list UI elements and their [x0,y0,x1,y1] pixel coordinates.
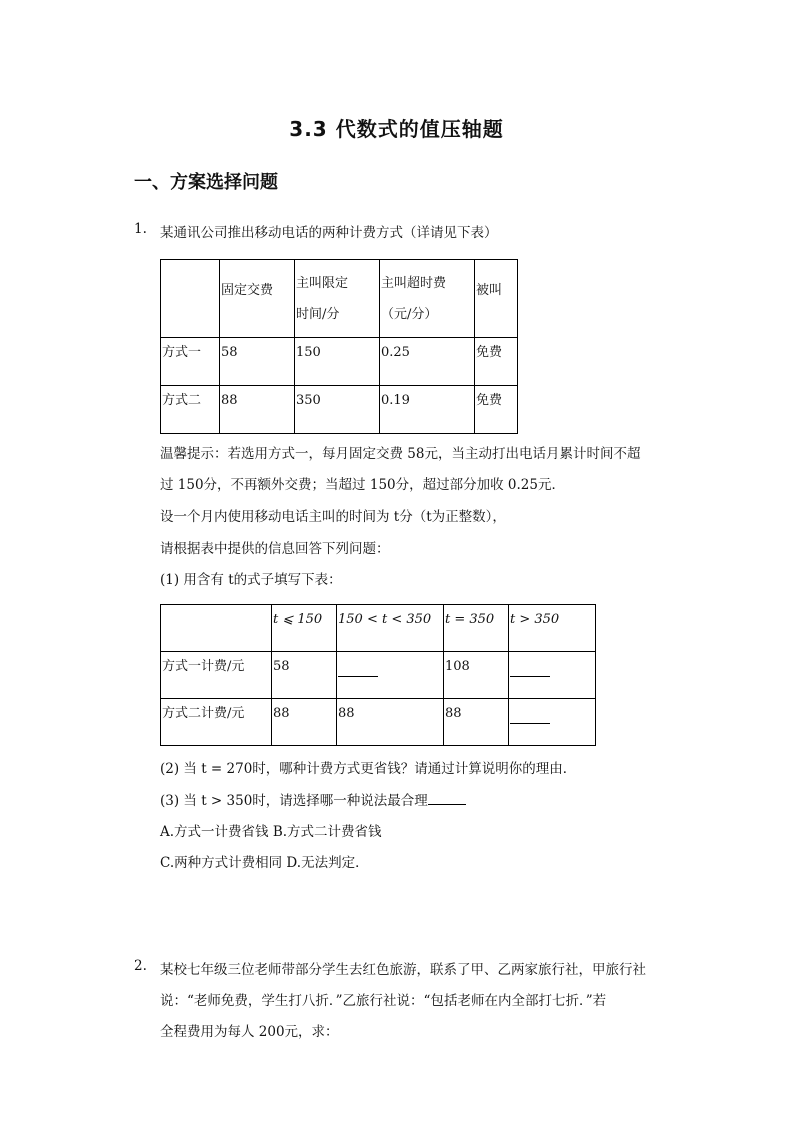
table-row [161,652,596,699]
table-header-cell: 主叫限定 时间/分 [295,260,380,338]
table-header-cell: 主叫超时费 （元/分） [380,260,475,338]
table-row [161,699,596,746]
table-header-cell: 固定交费 [220,260,295,338]
table-cell: 方式一计费/元 [161,652,272,699]
answer-line[interactable] [510,662,550,677]
table-cell: 58 [272,652,337,699]
section-heading: 一、方案选择问题 [134,172,278,193]
table-header-cell: 150 < t < 350 [337,605,444,652]
table-header-cell: t = 350 [444,605,509,652]
setup-line: 设一个月内使用移动电话主叫的时间为 t分（t为正整数）， [160,509,506,525]
option-line-cd: C.两种方式计费相同 D.无法判定． [160,855,369,871]
sub-question-3 [160,789,466,809]
hint-line: 温馨提示：若选用方式一，每月固定交费 58元，当主动打出电话月累计时间不超 [160,446,641,462]
pricing-table [160,259,518,434]
table-cell: 88 [444,699,509,746]
question-number: 2. [134,958,147,974]
answer-line[interactable] [428,792,466,805]
table-cell: 88 [272,699,337,746]
table-header-row [161,605,596,652]
table-header-cell: 被叫 [475,260,518,338]
fee-table [160,604,596,746]
answer-line[interactable] [338,662,378,677]
table-header-cell: t ⩽ 150 [272,605,337,652]
table-cell: 88 [220,386,295,434]
answer-blank[interactable] [509,699,596,746]
table-cell: 方式二计费/元 [161,699,272,746]
table-row [161,338,518,386]
answer-blank[interactable] [509,652,596,699]
table-cell: 350 [295,386,380,434]
table-cell: 免费 [475,386,518,434]
question-text-line: 说：“老师免费，学生打八折．”乙旅行社说：“包括老师在内全部打七折．”若 [160,993,607,1009]
question-text-line: 全程费用为每人 200元，求： [160,1024,339,1040]
hint-line: 过 150分，不再额外交费；当超过 150分，超过部分加收 0.25元． [160,477,565,493]
table-cell: 150 [295,338,380,386]
table-cell: 108 [444,652,509,699]
table-header-row [161,260,518,338]
table-cell [161,260,220,338]
instruction-line: 请根据表中提供的信息回答下列问题： [160,541,390,557]
answer-line[interactable] [510,709,550,724]
question-number: 1. [134,221,147,237]
sub-question-2: (2) 当 t = 270时，哪种计费方式更省钱？请通过计算说明你的理由． [160,761,577,777]
question-text-line: 某校七年级三位老师带部分学生去红色旅游，联系了甲、乙两家旅行社，甲旅行社 [160,962,646,978]
table-row [161,386,518,434]
table-cell: 58 [220,338,295,386]
table-header-cell: t > 350 [509,605,596,652]
page-title: 3.3 代数式的值压轴题 [289,117,504,141]
table-cell: 0.19 [380,386,475,434]
table-cell: 88 [337,699,444,746]
sub-question-3-text: (3) 当 t > 350时，请选择哪一种说法最合理 [160,793,428,809]
answer-blank[interactable] [337,652,444,699]
option-line-ab: A.方式一计费省钱 B.方式二计费省钱 [160,824,382,840]
table-cell: 免费 [475,338,518,386]
table-cell: 0.25 [380,338,475,386]
table-cell: 方式二 [161,386,220,434]
table-cell: 方式一 [161,338,220,386]
question-stem: 某通讯公司推出移动电话的两种计费方式（详请见下表） [160,225,498,241]
sub-question-1: (1) 用含有 t的式子填写下表： [160,572,342,588]
table-cell [161,605,272,652]
